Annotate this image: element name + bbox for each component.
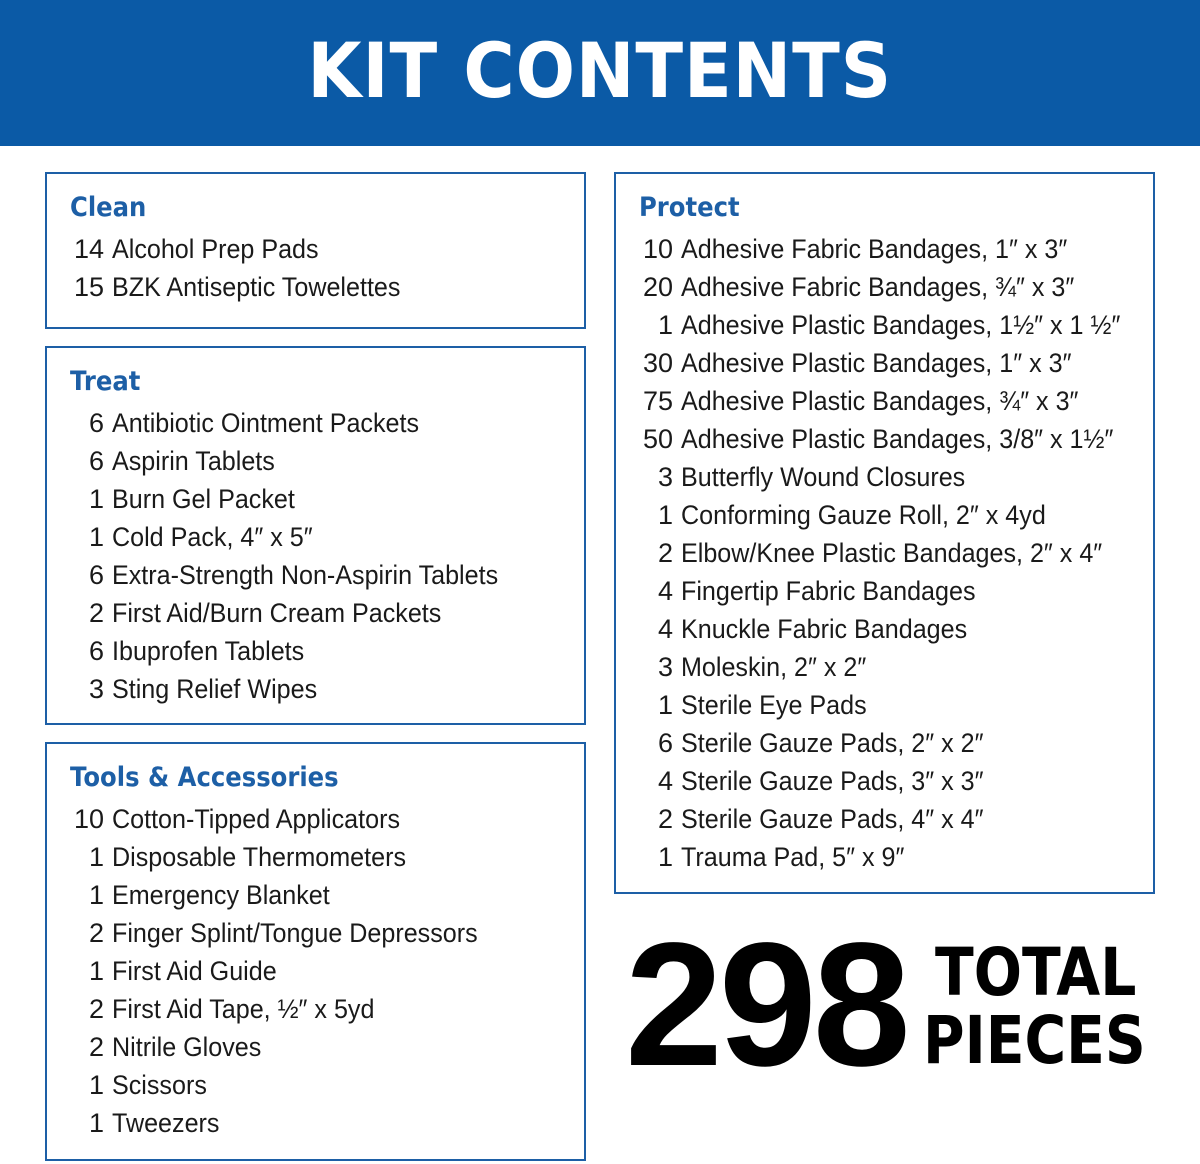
item-name: Sting Relief Wipes [112,674,318,704]
header-banner [0,0,1200,146]
item-quantity: 14 [73,234,104,264]
item-name: Trauma Pad, 5″ x 9″ [681,842,905,872]
item-name: Extra-Strength Non-Aspirin Tablets [112,560,499,590]
item-quantity: 1 [657,500,673,530]
item-quantity: 15 [73,272,104,302]
item-quantity: 10 [642,234,673,264]
total-label-line2: PIECES [923,1002,1146,1079]
item-quantity: 2 [88,1032,104,1062]
item-name: Sterile Gauze Pads, 4″ x 4″ [681,804,984,834]
item-quantity: 4 [657,766,673,796]
item-quantity: 4 [657,576,673,606]
item-name: Butterfly Wound Closures [681,462,966,492]
item-quantity: 1 [88,842,104,872]
item-quantity: 20 [642,272,673,302]
item-name: Moleskin, 2″ x 2″ [681,652,867,682]
item-name: Adhesive Plastic Bandages, 1½″ x 1 ½″ [681,310,1121,340]
item-quantity: 1 [88,484,104,514]
item-name: Knuckle Fabric Bandages [681,614,968,644]
section-clean [45,172,586,329]
item-name: First Aid Guide [112,956,277,986]
total-pieces [625,907,1165,1103]
item-quantity: 10 [73,804,104,834]
item-name: Adhesive Fabric Bandages, ¾″ x 3″ [681,272,1075,302]
item-quantity: 1 [88,956,104,986]
total-count: 298 [625,907,907,1103]
total-label-line1: TOTAL [935,934,1137,1011]
item-name: Tweezers [112,1108,220,1138]
section-treat [45,346,586,725]
item-name: Disposable Thermometers [112,842,407,872]
item-quantity: 1 [88,1108,104,1138]
item-quantity: 6 [88,446,104,476]
item-name: Sterile Gauze Pads, 2″ x 2″ [681,728,984,758]
item-quantity: 3 [88,674,104,704]
item-quantity: 6 [88,560,104,590]
item-name: Scissors [112,1070,207,1100]
item-name: Alcohol Prep Pads [112,234,319,264]
section-title: Clean [70,192,147,223]
section-tools-accessories [45,742,586,1161]
section-protect [614,172,1155,894]
item-quantity: 1 [88,522,104,552]
item-name: Adhesive Plastic Bandages, ¾″ x 3″ [681,386,1079,416]
item-quantity: 4 [657,614,673,644]
item-name: Antibiotic Ointment Packets [112,408,420,438]
item-quantity: 1 [657,310,673,340]
section-title: Treat [70,366,141,397]
item-quantity: 6 [657,728,673,758]
item-name: Adhesive Plastic Bandages, 1″ x 3″ [681,348,1072,378]
item-name: Cold Pack, 4″ x 5″ [112,522,313,552]
item-name: Adhesive Plastic Bandages, 3/8″ x 1½″ [681,424,1114,454]
item-name: Adhesive Fabric Bandages, 1″ x 3″ [681,234,1068,264]
item-name: First Aid/Burn Cream Packets [112,598,442,628]
item-quantity: 1 [88,880,104,910]
item-quantity: 2 [657,538,673,568]
section-title: Tools & Accessories [70,762,339,793]
item-quantity: 2 [88,994,104,1024]
item-quantity: 3 [657,652,673,682]
item-name: Emergency Blanket [112,880,330,910]
item-name: Sterile Eye Pads [681,690,867,720]
item-quantity: 3 [657,462,673,492]
item-name: Nitrile Gloves [112,1032,262,1062]
item-quantity: 1 [657,842,673,872]
item-name: Conforming Gauze Roll, 2″ x 4yd [681,500,1046,530]
item-quantity: 6 [88,636,104,666]
item-quantity: 2 [88,598,104,628]
item-quantity: 2 [88,918,104,948]
item-name: Burn Gel Packet [112,484,295,514]
item-name: Elbow/Knee Plastic Bandages, 2″ x 4″ [681,538,1103,568]
item-name: BZK Antiseptic Towelettes [112,272,401,302]
page-title: KIT CONTENTS [307,26,893,115]
item-quantity: 1 [88,1070,104,1100]
item-name: Ibuprofen Tablets [112,636,305,666]
item-name: Aspirin Tablets [112,446,275,476]
item-name: First Aid Tape, ½″ x 5yd [112,994,375,1024]
section-title: Protect [639,192,740,223]
item-name: Cotton-Tipped Applicators [112,804,400,834]
item-name: Finger Splint/Tongue Depressors [112,918,478,948]
item-quantity: 50 [642,424,673,454]
item-name: Sterile Gauze Pads, 3″ x 3″ [681,766,984,796]
item-quantity: 6 [88,408,104,438]
item-quantity: 75 [642,386,673,416]
item-quantity: 1 [657,690,673,720]
item-quantity: 30 [642,348,673,378]
item-quantity: 2 [657,804,673,834]
item-name: Fingertip Fabric Bandages [681,576,976,606]
